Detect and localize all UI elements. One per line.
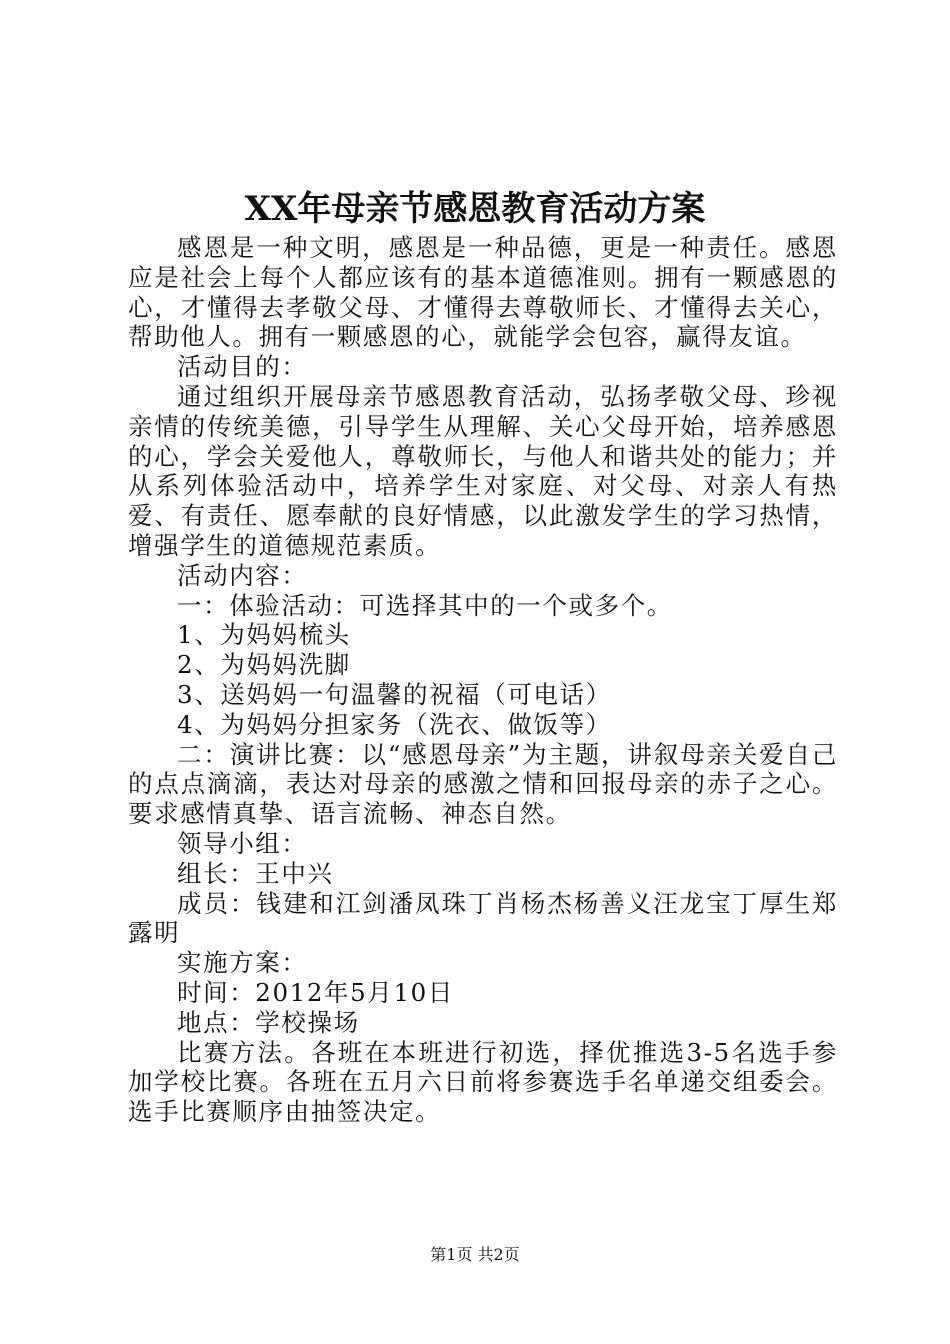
activity-item: 1、为妈妈梳头 <box>177 620 351 650</box>
intro-paragraph: 感恩是一种文明，感恩是一种品德，更是一种责任。感恩应是社会上每个人都应该有的基本道德准则。拥有一颗感恩的心，才懂得去孝敬父母、才懂得去尊敬师长、才懂得去关心，帮助他人。拥有一颗感恩的心，就能学会包容，赢得友谊。 <box>128 233 838 352</box>
speech-contest-paragraph: 二：演讲比赛：以“感恩母亲”为主题，讲叙母亲关爱自己的点点滴滴，表达对母亲的感激之情和回报母亲的赤子之心。要求感情真挚、语言流畅、神态自然。 <box>128 739 838 829</box>
section-heading-purpose: 活动目的： <box>177 352 308 382</box>
experience-activity-intro: 一：体验活动：可选择其中的一个或多个。 <box>177 590 673 620</box>
location-line: 地点：学校操场 <box>177 1007 360 1037</box>
time-line: 时间：2012年5月10日 <box>177 977 454 1007</box>
section-heading-content: 活动内容： <box>177 560 308 590</box>
document-title: XX年母亲节感恩教育活动方案 <box>244 189 706 229</box>
purpose-paragraph: 通过组织开展母亲节感恩教育活动，弘扬孝敬父母、珍视亲情的传统美德，引导学生从理解、关心父母开始，培养感恩的心，学会关爱他人，尊敬师长，与他人和谐共处的能力；并从系列体验活动中，培养学生对家庭、对父母、对亲人有热爱、有责任、愿奉献的良好情感，以此激发学生的学习热情，增强学生的道德规范素质。 <box>128 381 838 560</box>
activity-item: 3、送妈妈一句温馨的祝福（可电话） <box>177 679 612 709</box>
activity-item: 2、为妈妈洗脚 <box>177 650 351 680</box>
section-heading-leadership: 领导小组： <box>177 828 308 858</box>
page-number-footer: 第1页 共2页 <box>430 1245 520 1264</box>
leader-line: 组长：王中兴 <box>177 858 334 888</box>
document-body <box>128 233 838 1127</box>
contest-method-paragraph: 比赛方法。各班在本班进行初选，择优推选3-5名选手参加学校比赛。各班在五月六日前将参赛选手名单递交组委会。选手比赛顺序由抽签决定。 <box>128 1037 838 1127</box>
section-heading-plan: 实施方案： <box>177 948 308 978</box>
activity-item: 4、为妈妈分担家务（洗衣、做饭等） <box>177 709 612 739</box>
members-line: 成员：钱建和江剑潘凤珠丁肖杨杰杨善义汪龙宝丁厚生郑露明 <box>128 888 838 948</box>
